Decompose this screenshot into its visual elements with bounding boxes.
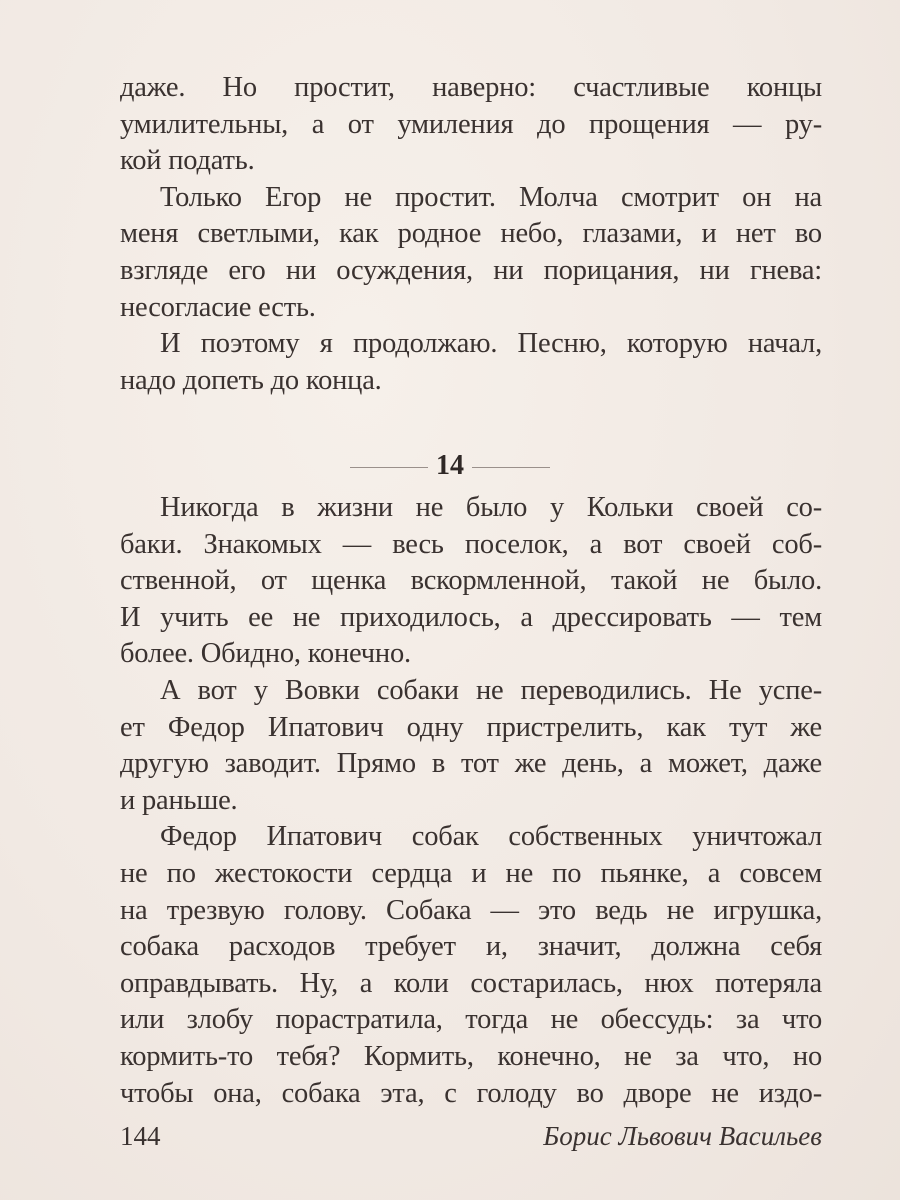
text-line: даже. Но простит, наверно: счастливые концы [120, 72, 822, 103]
text-line: И учить ее не приходилось, а дрессировать — тем [120, 601, 822, 633]
running-author: Борис Львович Васильев [543, 1121, 822, 1151]
text-line: оправдывать. Ну, а коли состарилась, нюх потеряла [120, 967, 822, 999]
text-line: Только Егор не простит. Молча смотрит он на [160, 181, 822, 213]
text-line: А вот у Вовки собаки не переводились. Не успе- [160, 674, 822, 706]
text-line: И поэтому я продолжаю. Песню, которую начал, [160, 328, 822, 360]
text-line: ет Федор Ипатович одну пристрелить, как тут же [120, 711, 822, 743]
page-footer [120, 1121, 822, 1152]
text-line: надо допеть до конца. [120, 364, 382, 396]
text-line: ственной, от щенка вскормленной, такой не было. [120, 565, 822, 597]
text-line: взгляде его ни осуждения, ни порицания, ни гнева: [120, 254, 822, 286]
chapter-heading [350, 446, 550, 486]
text-line: на трезвую голову. Собака — это ведь не игрушка, [120, 894, 822, 926]
text-line: кормить-то тебя? Кормить, конечно, не за что, но [120, 1040, 822, 1072]
text-line: умилительны, а от умиления до прощения — ру- [120, 108, 822, 140]
text-line: другую заводит. Прямо в тот же день, а может, даже [120, 748, 822, 780]
text-line: более. Обидно, конечно. [120, 638, 411, 670]
chapter-rule-right [472, 467, 550, 468]
text-block-top [120, 70, 822, 399]
text-line: и раньше. [120, 784, 238, 816]
text-line: Никогда в жизни не было у Кольки своей со- [160, 492, 822, 523]
text-line: кой подать. [120, 145, 255, 177]
text-line: не по жестокости сердца и не по пьянке, а совсем [120, 857, 822, 889]
text-line: собака расходов требует и, значит, должна себя [120, 931, 822, 963]
text-line: Федор Ипатович собак собственных уничтожал [160, 821, 822, 853]
text-block-bottom [120, 490, 822, 1112]
text-line: чтобы она, собака эта, с голоду во дворе не издо- [120, 1077, 822, 1109]
text-line: несогласие есть. [120, 291, 316, 323]
text-line: баки. Знакомых — весь поселок, а вот своей соб- [120, 528, 822, 560]
page-number: 144 [120, 1121, 161, 1151]
chapter-number: 14 [436, 450, 464, 481]
text-line: или злобу порастратила, тогда не обессудь: за что [120, 1004, 822, 1036]
text-line: меня светлыми, как родное небо, глазами, и нет во [120, 218, 822, 250]
chapter-rule-left [350, 467, 428, 468]
